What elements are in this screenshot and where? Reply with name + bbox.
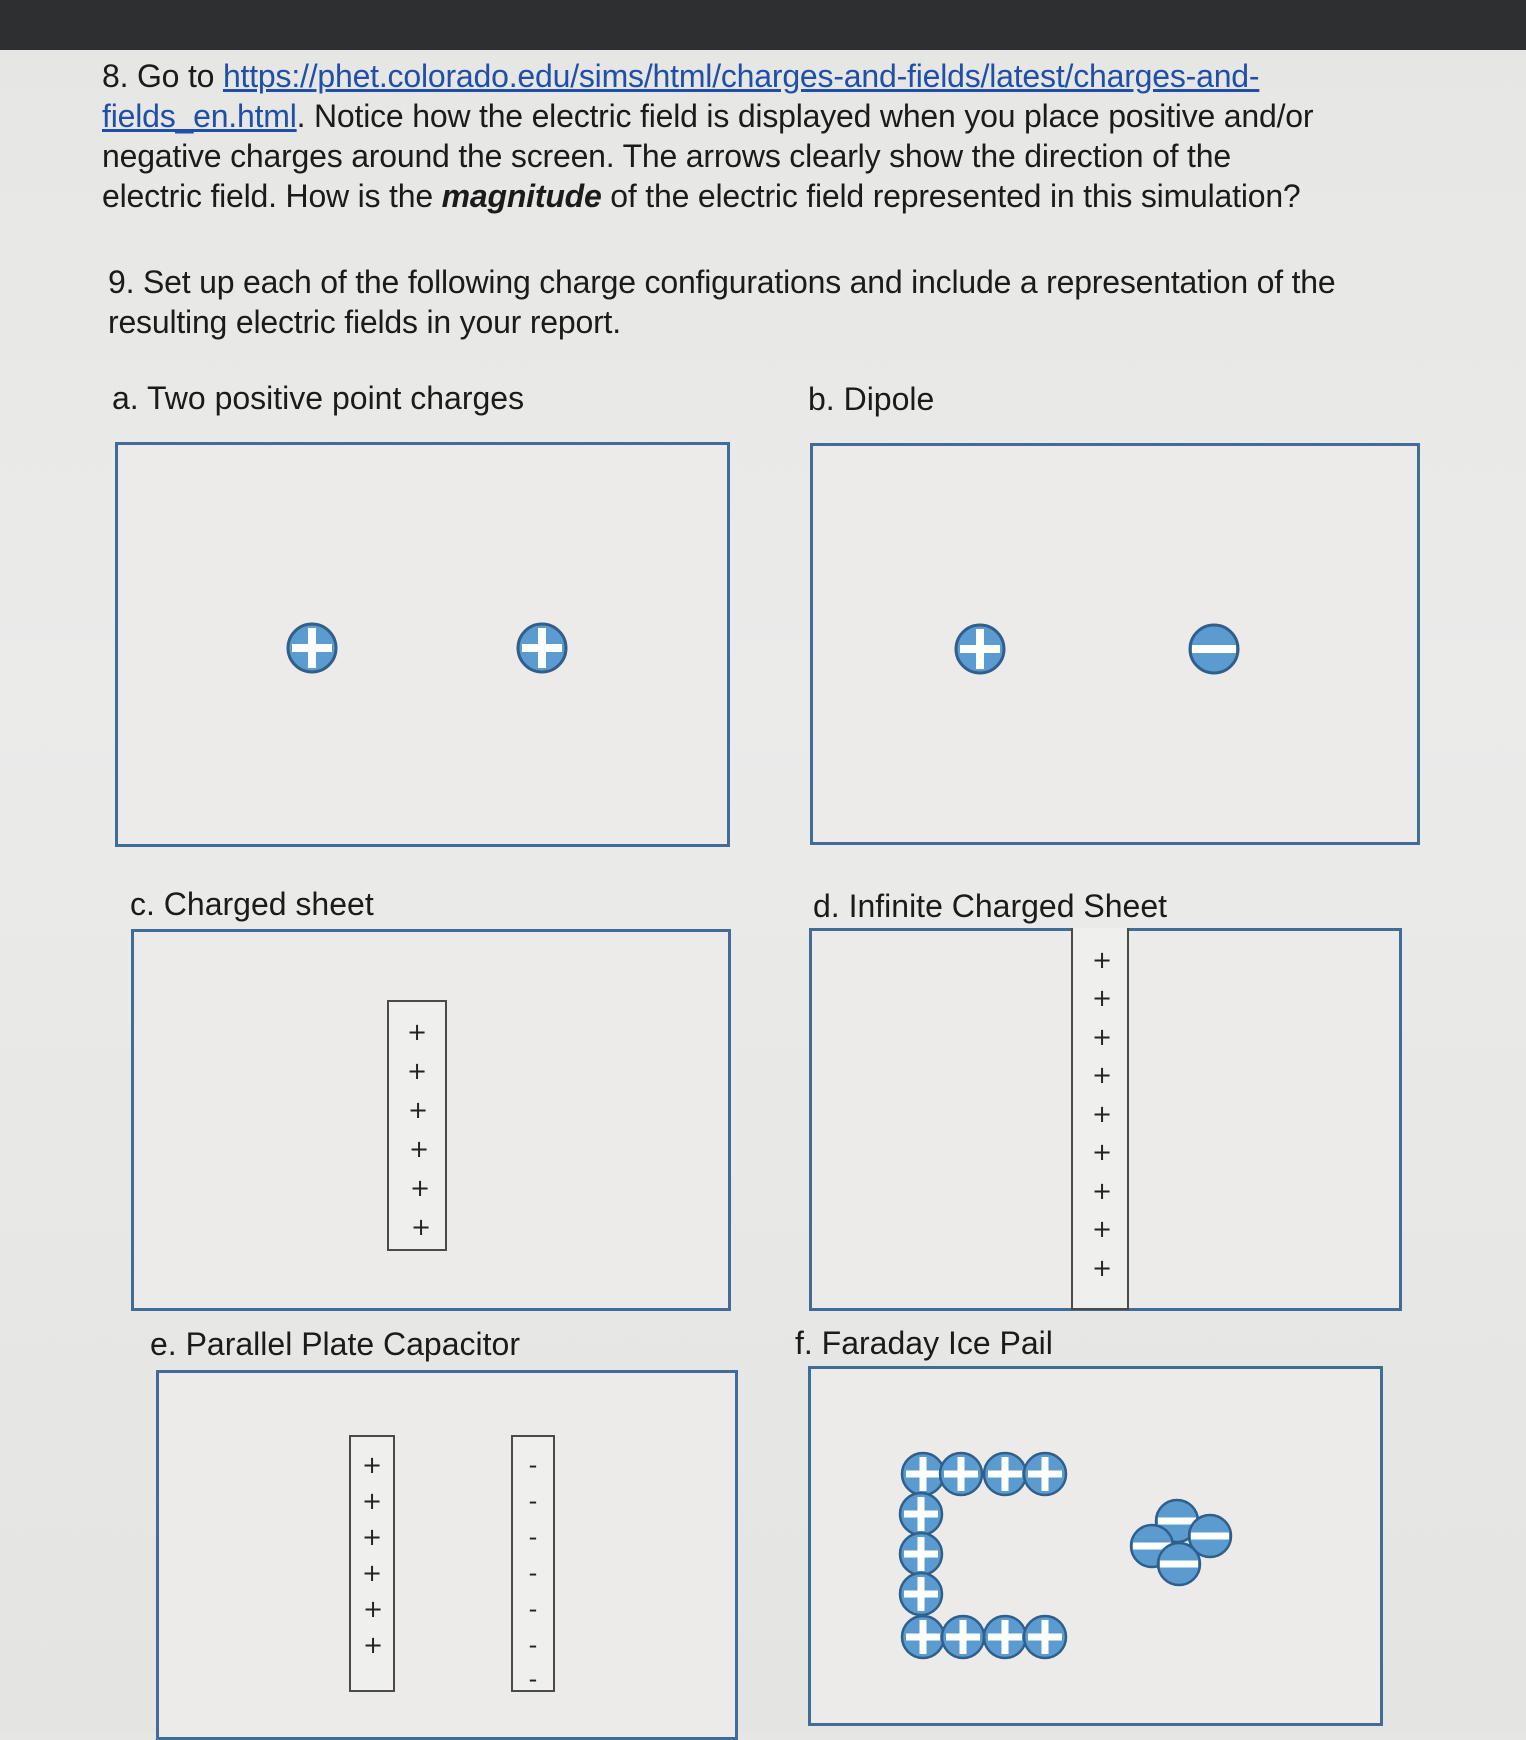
panel-d-label: d. Infinite Charged Sheet: [813, 888, 1168, 924]
panel-f-label: f. Faraday Ice Pail: [795, 1325, 1053, 1361]
plus-sign: +: [1091, 1138, 1113, 1166]
negative-charge-icon: [1186, 621, 1242, 677]
plus-sign: +: [1091, 946, 1113, 974]
positive-charge-icon: [900, 1533, 942, 1575]
question-9-line-2: resulting electric fields in your report.: [108, 304, 621, 340]
infinite-sheet-plate: [1071, 928, 1129, 1310]
plus-sign: +: [408, 1135, 430, 1163]
panel-e-box: [156, 1370, 738, 1740]
question-8: [102, 56, 1482, 216]
plus-sign: +: [409, 1174, 431, 1202]
plus-sign: +: [1091, 1177, 1113, 1205]
question-8-line-3: negative charges around the screen. The arrows clearly show the direction of the: [102, 138, 1231, 174]
plus-sign: +: [362, 1631, 384, 1659]
panel-b-box: [810, 443, 1420, 845]
panel-a-box: [115, 442, 730, 847]
phet-link[interactable]: https://phet.colorado.edu/sims/html/charges-and-fields/latest/charges-and-: [222, 58, 1260, 94]
plus-sign: +: [362, 1595, 384, 1623]
question-8-line-4: electric field. How is the magnitude of the electric field represented in this simulation?: [102, 178, 1301, 214]
plus-sign: +: [1091, 1023, 1113, 1051]
question-8-line-1: 8. Go to https://phet.colorado.edu/sims/html/charges-and-fields/latest/charges-and-: [102, 58, 1260, 94]
minus-sign: -: [528, 1523, 538, 1551]
minus-sign: -: [528, 1665, 538, 1693]
negative-charge-icon: [1158, 1543, 1200, 1585]
minus-sign: -: [528, 1559, 538, 1587]
phet-link-continued[interactable]: fields_en.html: [102, 98, 297, 134]
positive-charge-icon: [984, 1453, 1026, 1495]
plus-sign: +: [361, 1487, 383, 1515]
positive-charge-icon: [1024, 1453, 1066, 1495]
positive-charge-icon: [952, 621, 1008, 677]
plus-sign: +: [361, 1559, 383, 1587]
panel-c-label: c. Charged sheet: [130, 886, 374, 922]
plus-sign: +: [410, 1213, 432, 1241]
positive-charge-icon: [284, 620, 340, 676]
plus-sign: +: [361, 1451, 383, 1479]
positive-charge-icon: [942, 1616, 984, 1658]
panel-a-label: a. Two positive point charges: [112, 380, 525, 416]
plus-sign: +: [1091, 1215, 1113, 1243]
plus-sign: +: [406, 1018, 428, 1046]
positive-charge-icon: [940, 1453, 982, 1495]
screen-top-bezel: [0, 0, 1526, 50]
question-9-line-1: 9. Set up each of the following charge configurations and include a representation of the: [108, 264, 1336, 300]
positive-charge-icon: [900, 1573, 942, 1615]
panel-b-label: b. Dipole: [808, 381, 935, 417]
charged-sheet-plate: [387, 1000, 447, 1251]
plus-sign: +: [361, 1523, 383, 1551]
positive-charge-icon: [900, 1493, 942, 1535]
positive-charge-icon: [902, 1453, 944, 1495]
minus-sign: -: [528, 1595, 538, 1623]
positive-charge-icon: [902, 1616, 944, 1658]
question-9: [108, 262, 1508, 342]
plus-sign: +: [407, 1096, 429, 1124]
positive-charge-icon: [984, 1616, 1026, 1658]
panel-c-box: [131, 929, 731, 1311]
minus-sign: -: [528, 1631, 538, 1659]
minus-sign: -: [528, 1451, 538, 1479]
plus-sign: +: [1091, 1061, 1113, 1089]
plus-sign: +: [1091, 1100, 1113, 1128]
panel-e-label: e. Parallel Plate Capacitor: [150, 1326, 520, 1362]
plus-sign: +: [1091, 1254, 1113, 1282]
question-8-line-2: fields_en.html. Notice how the electric field is displayed when you place positive and/or: [102, 98, 1314, 134]
positive-charge-icon: [514, 620, 570, 676]
faraday-pail-diagram: [808, 1366, 1383, 1726]
positive-charge-icon: [1024, 1616, 1066, 1658]
plus-sign: +: [406, 1057, 428, 1085]
negative-plate: [511, 1435, 555, 1692]
plus-sign: +: [1091, 984, 1113, 1012]
minus-sign: -: [528, 1487, 538, 1515]
magnitude-emphasis: magnitude: [441, 178, 602, 214]
panel-d-box: [809, 928, 1402, 1311]
panel-f-box: [808, 1366, 1383, 1726]
positive-plate: [349, 1435, 395, 1692]
